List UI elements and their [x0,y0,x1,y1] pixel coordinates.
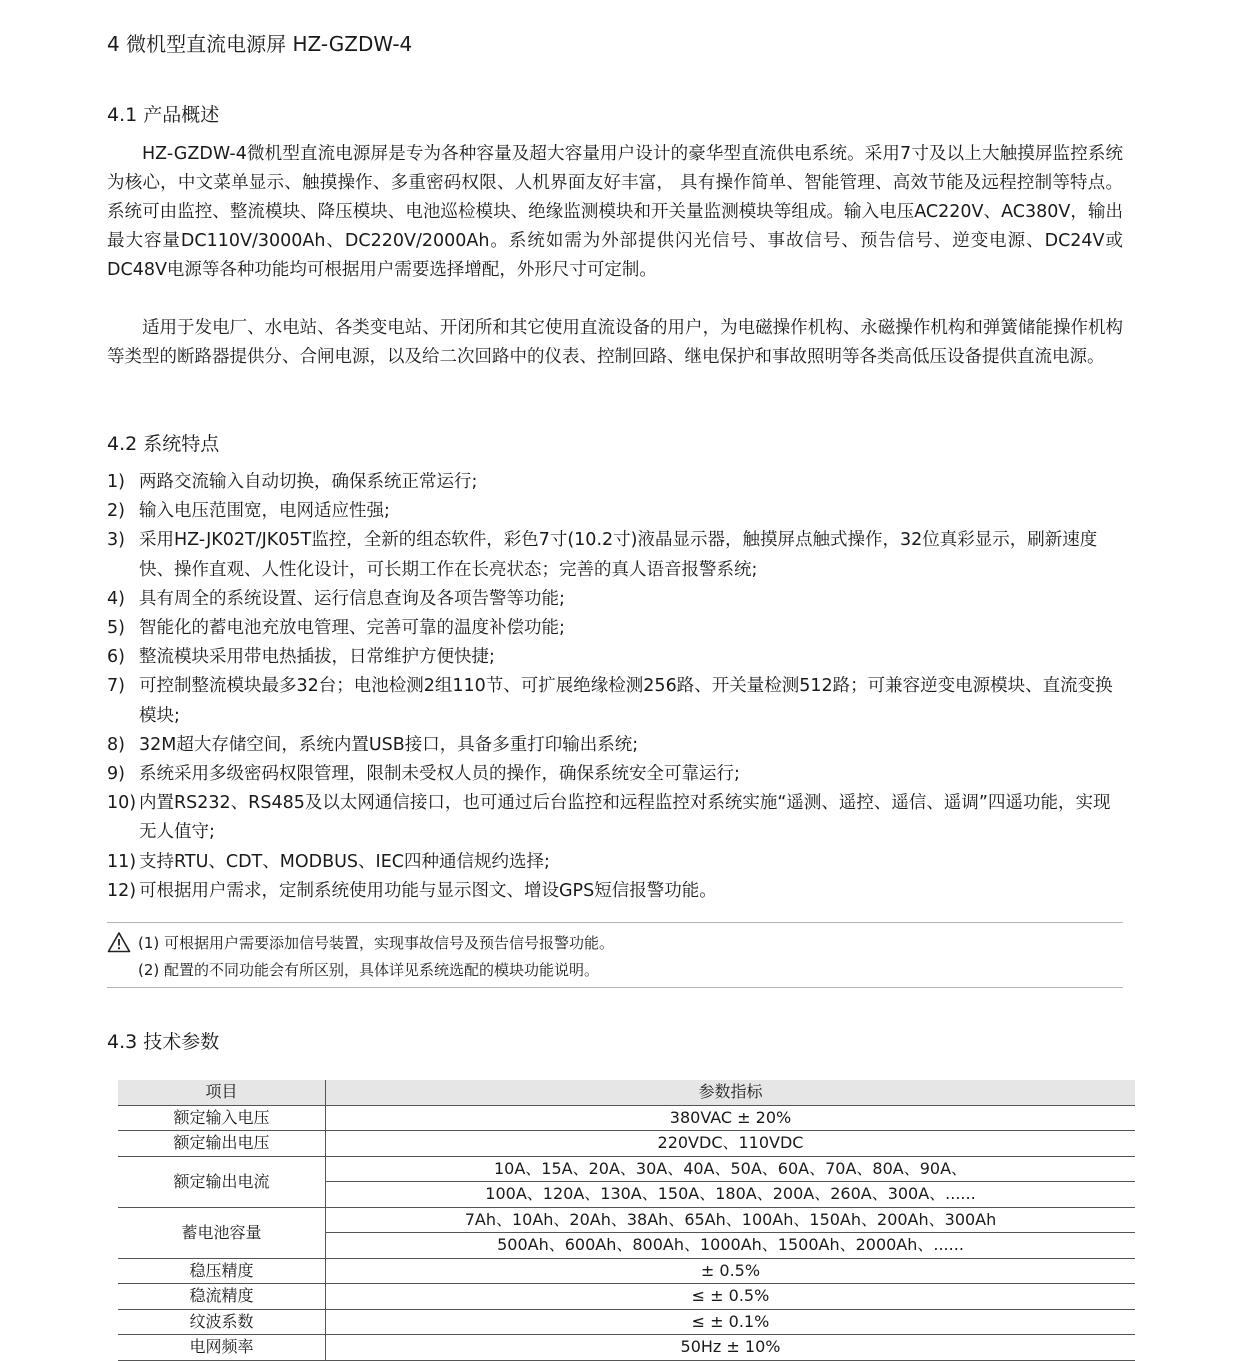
list-item-number: 3) [107,530,125,551]
list-item [107,789,1123,847]
section-heading-features: 4.2 系统特点 [107,433,220,455]
list-item-number: 8) [107,734,125,755]
table-header-row [118,1080,1135,1105]
table-row [118,1105,1135,1131]
row-value: 10A、15A、20A、30A、40A、50A、60A、70A、80A、90A、 [326,1156,1136,1182]
table-row [118,1207,1135,1233]
list-item-number: 7) [107,676,125,697]
table-row [118,1335,1135,1361]
list-item-number: 1) [107,472,125,492]
table-row [118,1258,1135,1284]
list-item-number: 4) [107,588,125,609]
list-item [107,643,1123,672]
list-item-number: 6) [107,647,125,668]
row-value: ± 0.5% [326,1258,1136,1284]
list-item-text: 内置RS232、RS485及以太网通信接口，也可通过后台监控和远程监控对系统实施“遥测、遥控、遥信、遥调”四遥功能，实现无人值守; [139,793,1111,843]
warning-triangle-icon [107,931,131,953]
column-header-value: 参数指标 [326,1080,1136,1105]
row-label: 额定输入电压 [118,1105,326,1131]
row-value: 220VDC、110VDC [326,1131,1136,1157]
row-value: 380VAC ± 20% [326,1105,1136,1131]
list-item-number: 11) [107,851,137,872]
row-value: 500Ah、600Ah、800Ah、1000Ah、1500Ah、2000Ah、...... [326,1233,1136,1259]
notes-top-rule [107,922,1123,923]
row-value: ≤ ± 0.1% [326,1309,1136,1335]
row-label: 纹波系数 [118,1309,326,1335]
list-item-text: 两路交流输入自动切换，确保系统正常运行; [139,472,478,492]
list-item-text: 采用HZ-JK02T/JK05T监控，全新的组态软件，彩色7寸(10.2寸)液晶显示器，触摸屏点触式操作，32位真彩显示，刷新速度快、操作直观、人性化设计，可长期工作在长亮状态；完善的真人语音报警系统; [139,530,1098,580]
list-item [107,672,1123,730]
row-value: 100A、120A、130A、150A、180A、200A、260A、300A、...... [326,1182,1136,1208]
row-value: 7Ah、10Ah、20Ah、38Ah、65Ah、100Ah、150Ah、200Ah、300Ah [326,1207,1136,1233]
list-item [107,877,1123,906]
spec-table [118,1080,1135,1361]
list-item-number: 10) [107,793,137,814]
list-item-text: 智能化的蓄电池充放电管理、完善可靠的温度补偿功能; [139,618,565,639]
list-item [107,731,1123,760]
table-row [118,1284,1135,1310]
overview-paragraph-2: 适用于发电厂、水电站、各类变电站、开闭所和其它使用直流设备的用户，为电磁操作机构、永磁操作机构和弹簧储能操作机构等类型的断路器提供分、合闸电源，以及给二次回路中的仪表、控制回路、继电保护和事故照明等各类高低压设备提供直流电源。 [107,318,1123,367]
list-item [107,614,1123,643]
row-label: 蓄电池容量 [118,1207,326,1258]
table-row [118,1309,1135,1335]
row-value: 50Hz ± 10% [326,1335,1136,1361]
list-item-text: 支持RTU、CDT、MODBUS、IEC四种通信规约选择; [139,851,550,872]
table-row [118,1131,1135,1157]
list-item-number: 2) [107,501,125,522]
table-row [118,1156,1135,1182]
notes-bottom-rule [107,987,1123,988]
list-item [107,468,1123,497]
list-item-number: 12) [107,880,137,901]
list-item-text: 具有周全的系统设置、运行信息查询及各项告警等功能; [139,588,565,609]
list-item-text: 32M超大存储空间，系统内置USB接口，具备多重打印输出系统; [139,734,639,755]
row-label: 稳流精度 [118,1284,326,1310]
row-label: 额定输出电流 [118,1156,326,1207]
document-title: 4 微机型直流电源屏 HZ-GZDW-4 [107,32,413,56]
list-item [107,760,1123,789]
row-label: 电网频率 [118,1335,326,1361]
section-heading-specs: 4.3 技术参数 [107,1031,220,1053]
column-header-item: 项目 [118,1080,326,1105]
row-label: 额定输出电压 [118,1131,326,1157]
list-item [107,585,1123,614]
list-item-text: 输入电压范围宽，电网适应性强; [139,501,390,522]
list-item [107,526,1123,584]
overview-paragraph-1: HZ-GZDW-4微机型直流电源屏是专为各种容量及超大容量用户设计的豪华型直流供电系统。采用7寸及以上大触摸屏监控系统为核心，中文菜单显示、触摸操作、多重密码权限、人机界面友好丰富， 具有操作简单、智能管理、高效节能及远程控制等特点。系统可由监控、整流模块、降压模块、电池巡检模块、绝缘监测模块和开关量监测模块等组成。输入电压AC220V、AC380V，输出最大容量DC110V/3000Ah、DC220V/2000Ah。系统如需为外部提供闪光信号、事故信号、预告信号、逆变电源、DC24V或DC48V电源等各种功能均可根据用户需要选择增配，外形尺寸可定制。 [107,144,1123,280]
list-item-text: 可控制整流模块最多32台；电池检测2组110节、可扩展绝缘检测256路、开关量检测512路；可兼容逆变电源模块、直流变换模块; [139,676,1113,726]
section-heading-overview: 4.1 产品概述 [107,104,220,126]
list-item-text: 整流模块采用带电热插拔，日常维护方便快捷; [139,647,495,668]
list-item-number: 5) [107,618,125,639]
list-item [107,848,1123,877]
row-value: ≤ ± 0.5% [326,1284,1136,1310]
row-label: 稳压精度 [118,1258,326,1284]
note-2: (2) 配置的不同功能会有所区别，具体详见系统选配的模块功能说明。 [138,961,600,979]
list-item-text: 系统采用多级密码权限管理，限制未受权人员的操作，确保系统安全可靠运行; [139,764,740,785]
feature-list [107,468,1123,906]
list-item-text: 可根据用户需求，定制系统使用功能与显示图文、增设GPS短信报警功能。 [139,880,717,901]
list-item [107,497,1123,526]
list-item-number: 9) [107,764,125,785]
note-1: (1) 可根据用户需要添加信号装置，实现事故信号及预告信号报警功能。 [138,934,615,952]
